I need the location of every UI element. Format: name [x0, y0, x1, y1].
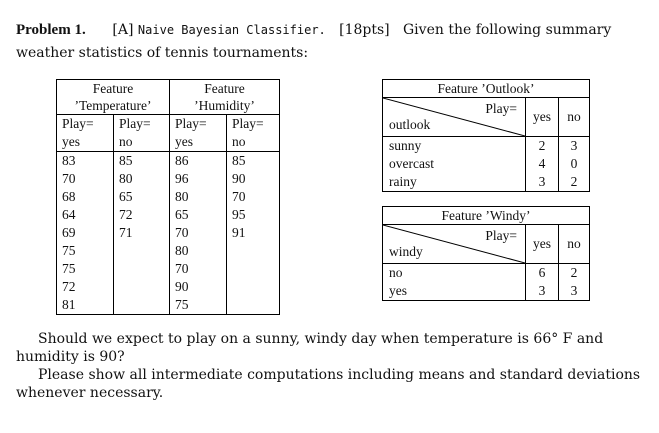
subheader-cell: Play=: [227, 115, 280, 134]
outlook-diagonal-header: [383, 98, 526, 137]
table-row: overcast 4 0: [383, 155, 590, 173]
table-row: 72 90: [57, 278, 280, 296]
play-label: Play=: [485, 228, 517, 243]
no-column-header: no: [559, 225, 590, 264]
subheader-value: no: [227, 133, 280, 152]
table-row: 81 75: [57, 296, 280, 315]
yes-column-header: yes: [526, 98, 559, 137]
numeric-features-table: [56, 79, 280, 315]
subheader-value: yes: [170, 133, 227, 152]
table-row: yes 3 3: [383, 282, 590, 301]
table-row: sunny 2 3: [383, 137, 590, 156]
no-column-header: no: [559, 98, 590, 137]
temperature-header: Feature ’Temperature’: [57, 80, 170, 115]
outlook-title: Feature ’Outlook’: [383, 80, 590, 98]
outlook-feature-label: outlook: [389, 117, 431, 132]
intro-line2: weather statistics of tennis tournaments:: [16, 45, 309, 61]
problem-name: Naive Bayesian Classifier.: [137, 23, 326, 37]
windy-diagonal-header: [383, 225, 526, 264]
table-row: 64 72 65 95: [57, 206, 280, 224]
subheader-cell: Play=: [57, 115, 114, 134]
problem-tag: [A]: [112, 22, 134, 38]
humidity-header: Feature ’Humidity’: [170, 80, 280, 115]
intro-text: Given the following summary: [403, 22, 612, 38]
question-text: Should we expect to play on a sunny, windy day when temperature is 66° F and humidity is 90?: [16, 331, 604, 365]
subheader-cell: Play=: [114, 115, 170, 134]
table-row: 75 70: [57, 260, 280, 278]
outlook-table: [382, 79, 590, 192]
table-row: rainy 3 2: [383, 173, 590, 192]
play-label: Play=: [485, 101, 517, 116]
subheader-cell: Play=: [170, 115, 227, 134]
windy-feature-label: windy: [389, 244, 423, 259]
table-row: 70 80 96 90: [57, 170, 280, 188]
table-row: 68 65 80 70: [57, 188, 280, 206]
problem-header: [16, 19, 646, 41]
table-row: 75 80: [57, 242, 280, 260]
yes-column-header: yes: [526, 225, 559, 264]
instructions-text: Please show all intermediate computations including means and standard deviations whenever necessary.: [16, 367, 641, 401]
table-row: 69 71 70 91: [57, 224, 280, 242]
table-row: no 6 2: [383, 264, 590, 283]
problem-label: Problem 1.: [16, 22, 86, 38]
subheader-value: no: [114, 133, 170, 152]
windy-title: Feature ’Windy’: [383, 207, 590, 225]
subheader-value: yes: [57, 133, 114, 152]
problem-points: [18pts]: [339, 22, 390, 38]
windy-table: [382, 206, 590, 301]
table-row: 83 85 86 85: [57, 152, 280, 171]
